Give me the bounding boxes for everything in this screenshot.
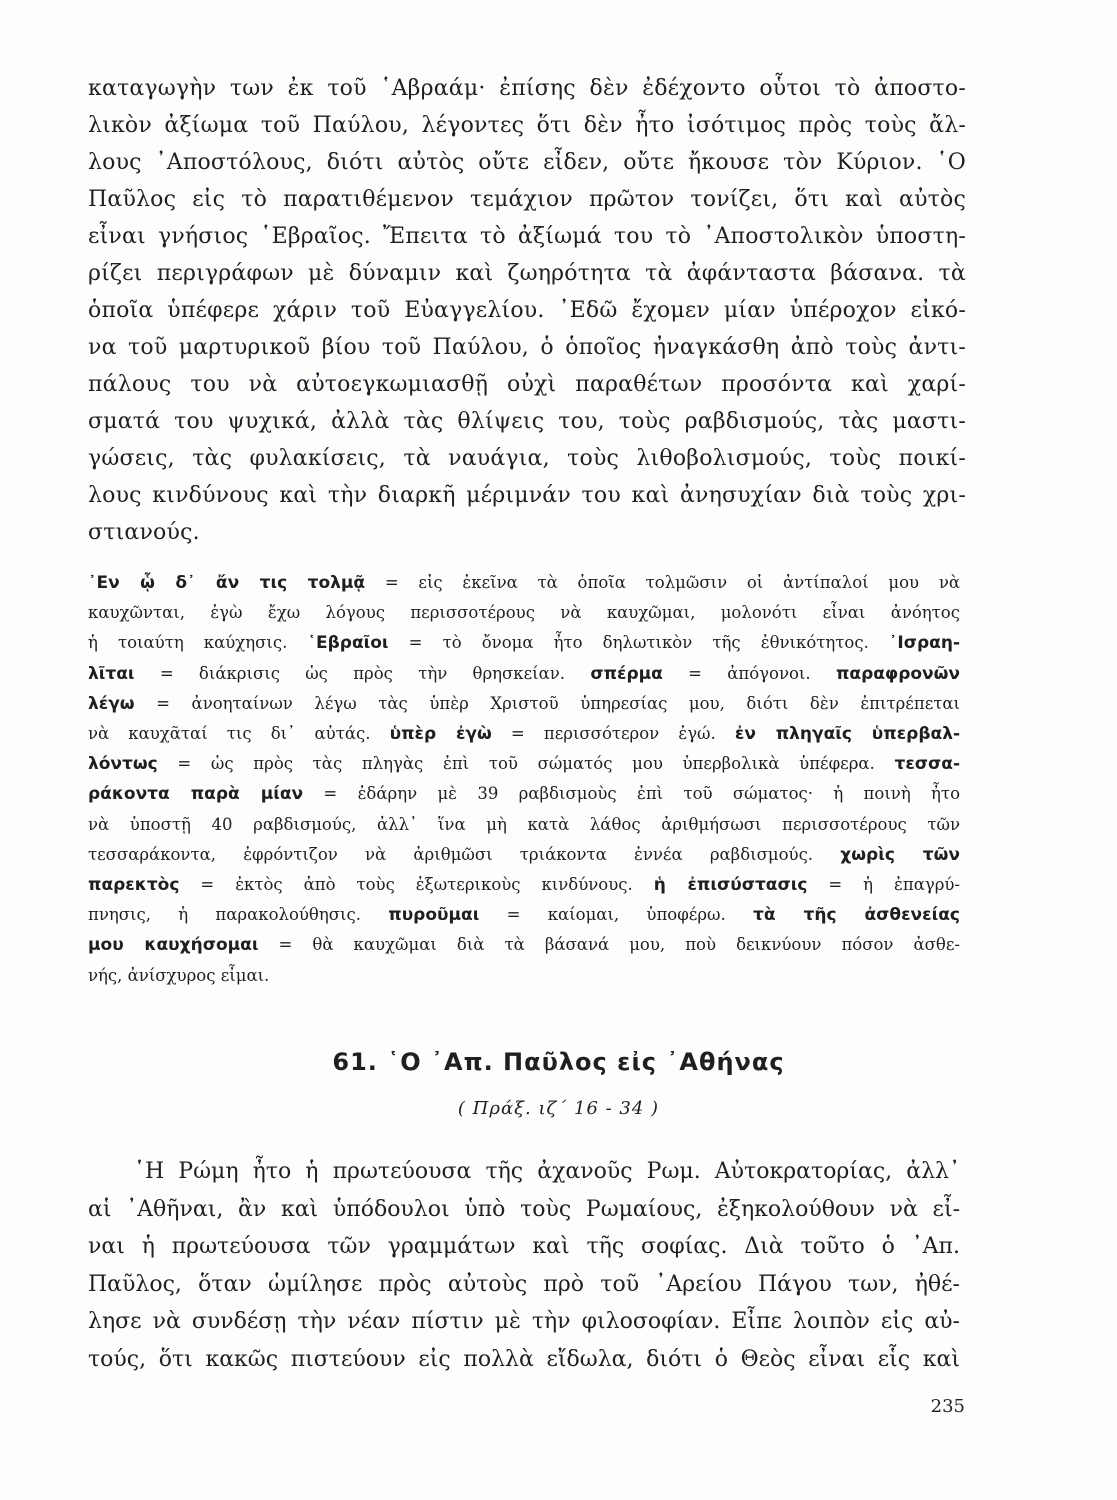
note-text: ἡ τοιαύτη καύχησις. <box>88 633 308 653</box>
note-text: καυχῶνται, ἐγὼ ἔχω λόγους περισσοτέρους νὰ καυχῶμαι, μολονότι εἶναι ἀνόητος <box>88 603 960 623</box>
note-text: πνησις, ἡ παρακολούθησις. <box>88 905 389 925</box>
note-term: λέγω <box>88 693 135 714</box>
note-line <box>88 719 960 749</box>
note-line <box>88 689 960 719</box>
note-term: ᾿Ισραη- <box>888 633 960 654</box>
text-line: Παῦλος, ὅταν ὡμίλησε πρὸς αὐτοὺς πρὸ τοῦ ᾿Αρείου Πάγου των, ἠθέ- <box>88 1271 960 1297</box>
page-number: 235 <box>930 1396 965 1417</box>
main-paragraph <box>88 70 966 551</box>
note-text: = ἡ ἐπαγρύ- <box>807 875 961 895</box>
text-line: Παῦλος εἰς τὸ παρατιθέμενον τεμάχιον πρῶτον τονίζει, ὅτι καὶ αὐτὸς <box>88 187 966 212</box>
text-line: τούς, ὅτι κακῶς πιστεύουν εἰς πολλὰ εἴδωλα, διότι ὁ Θεὸς εἶναι εἷς καὶ <box>88 1346 960 1372</box>
note-text: = ὡς πρὸς τὰς πληγὰς ἐπὶ τοῦ σώματός μου ὑπερβολικὰ ὑπέφερα. <box>157 754 895 774</box>
text-line: γώσεις, τὰς φυλακίσεις, τὰ ναυάγια, τοὺς λιθοβολισμούς, τοὺς ποικί- <box>88 446 966 471</box>
note-term: ᾿Εν ᾧ δ᾿ ἄν τις τολμᾷ <box>88 573 366 593</box>
note-line <box>88 779 960 809</box>
glossary-notes <box>88 568 960 991</box>
note-text: = ἀπόγονοι. <box>662 663 836 683</box>
note-text: νὰ καυχᾶταί τις δι᾿ αὐτάς. <box>88 724 390 744</box>
text-line: λικὸν ἀξίωμα τοῦ Παύλου, λέγοντες ὅτι δὲν ἦτο ἰσότιμος πρὸς τοὺς ἄλ- <box>88 113 966 138</box>
note-line <box>88 749 960 779</box>
note-term: ῾Εβραῖοι <box>307 633 389 654</box>
text-line: στιανούς. <box>88 520 200 545</box>
section-reference: ( Πράξ. ιζ΄ 16 - 34 ) <box>457 1098 660 1119</box>
note-line <box>88 930 960 960</box>
note-text: = διάκρισις ὡς πρὸς τὴν θρησκείαν. <box>134 663 591 683</box>
note-term: λόντως <box>88 754 158 775</box>
note-term: μου καυχήσομαι <box>88 935 259 956</box>
text-line: σματά του ψυχικά, ἀλλὰ τὰς θλίψεις του, τοὺς ραβδισμούς, τὰς μαστι- <box>88 409 966 434</box>
note-line <box>88 840 960 870</box>
note-term: τὰ τῆς ἀσθενείας <box>753 905 960 926</box>
section-paragraph <box>88 1153 960 1378</box>
note-line <box>88 810 960 840</box>
text-line: ῾Η Ρώμη ἦτο ἡ πρωτεύουσα τῆς ἀχανοῦς Ρωμ. Αὐτοκρατορίας, ἀλλ᾿ <box>134 1159 960 1184</box>
text-line: εἶναι γνήσιος ῾Εβραῖος. Ἔπειτα τὸ ἀξίωμά του τὸ ᾿Αποστολικὸν ὑποστη- <box>88 224 966 249</box>
note-line <box>88 870 960 900</box>
note-text: = περισσότερον ἐγώ. <box>491 724 735 744</box>
note-term: πυροῦμαι <box>388 905 480 926</box>
note-term: χωρὶς τῶν <box>840 844 960 865</box>
note-line <box>88 628 960 658</box>
text-line: λους κινδύνους καὶ τὴν διαρκῆ μέριμνάν του καὶ ἀνησυχίαν διὰ τοὺς χρι- <box>88 483 966 508</box>
note-text: νὰ ὑποστῇ 40 ραβδισμούς, ἀλλ᾿ ἵνα μὴ κατὰ λάθος ἀριθμήσωσι περισσοτέρους τῶν <box>88 814 960 834</box>
note-line <box>88 900 960 930</box>
note-text: = τὸ ὄνομα ἦτο δηλωτικὸν τῆς ἐθνικότητος. <box>388 633 889 653</box>
text-line: ναι ἡ πρωτεύουσα τῶν γραμμάτων καὶ τῆς σοφίας. Διὰ τοῦτο ὁ ᾿Απ. <box>88 1234 960 1259</box>
text-line: ὁποῖα ὑπέφερε χάριν τοῦ Εὐαγγελίου. ᾿Εδῶ ἔχομεν μίαν ὑπέροχον εἰκό- <box>88 298 966 323</box>
note-text: = εἰς ἐκεῖνα τὰ ὁποῖα τολμῶσιν οἱ ἀντίπαλοί μου νὰ <box>365 573 960 592</box>
note-line <box>88 568 960 598</box>
note-text: = ἐδάρην μὲ 39 ραβδισμοὺς ἐπὶ τοῦ σώματος· ἡ ποινὴ ἦτο <box>303 784 960 804</box>
note-term: ὑπὲρ ἐγὼ <box>389 724 492 745</box>
text-line: να τοῦ μαρτυρικοῦ βίου τοῦ Παύλου, ὁ ὁποῖος ἠναγκάσθη ἀπὸ τοὺς ἀντι- <box>88 335 966 360</box>
note-term: ἡ ἐπισύστασις <box>653 875 808 896</box>
note-term: παρεκτὸς <box>88 875 180 896</box>
note-line <box>88 961 960 991</box>
note-line <box>88 659 960 689</box>
note-text: = ἐκτὸς ἀπὸ τοὺς ἐξωτερικοὺς κινδύνους. <box>179 875 654 895</box>
note-term: σπέρμα <box>590 663 663 684</box>
note-text: = καίομαι, ὑποφέρω. <box>479 905 754 925</box>
note-text: = ἀνοηταίνων λέγω τὰς ὑπὲρ Χριστοῦ ὑπηρεσίας μου, διότι δὲν ἐπιτρέπεται <box>134 693 960 713</box>
text-line: αἱ ᾿Αθῆναι, ἂν καὶ ὑπόδουλοι ὑπὸ τοὺς Ρωμαίους, ἐξηκολούθουν νὰ εἶ- <box>88 1196 960 1222</box>
note-term: τεσσα- <box>894 754 960 775</box>
text-line: πάλους του νὰ αὐτοεγκωμιασθῇ οὐχὶ παραθέτων προσόντα καὶ χαρί- <box>88 372 966 397</box>
note-term: λῖται <box>88 663 135 684</box>
note-line <box>88 598 960 628</box>
text-line: ρίζει περιγράφων μὲ δύναμιν καὶ ζωηρότητα τὰ ἀφάνταστα βάσανα. τὰ <box>88 261 966 286</box>
text-line: λους ᾿Αποστόλους, διότι αὐτὸς οὔτε εἶδεν, οὔτε ἤκουσε τὸν Κύριον. ῾Ο <box>88 150 966 175</box>
text-line: καταγωγὴν των ἐκ τοῦ ῾Αβραάμ· ἐπίσης δὲν ἐδέχοντο οὗτοι τὸ ἀποστο- <box>88 76 966 101</box>
text-line: λησε νὰ συνδέσῃ τὴν νέαν πίστιν μὲ τὴν φιλοσοφίαν. Εἶπε λοιπὸν εἰς αὐ- <box>88 1309 960 1334</box>
note-term: ράκοντα παρὰ μίαν <box>88 784 304 805</box>
note-text: νής, ἀνίσχυρος εἶμαι. <box>88 965 270 985</box>
note-text: = θὰ καυχῶμαι διὰ τὰ βάσανά μου, ποὺ δεικνύουν πόσον ἀσθε- <box>258 935 960 955</box>
note-term: ἐν πληγαῖς ὑπερβαλ- <box>734 724 961 745</box>
note-term: παραφρονῶν <box>835 663 960 684</box>
section-title: 61. ῾Ο ᾿Απ. Παῦλος εἰς ᾿Αθήνας <box>332 1048 785 1076</box>
note-text: τεσσαράκοντα, ἐφρόντιζον νὰ ἀριθμῶσι τριάκοντα ἐννέα ραβδισμούς. <box>88 844 841 864</box>
